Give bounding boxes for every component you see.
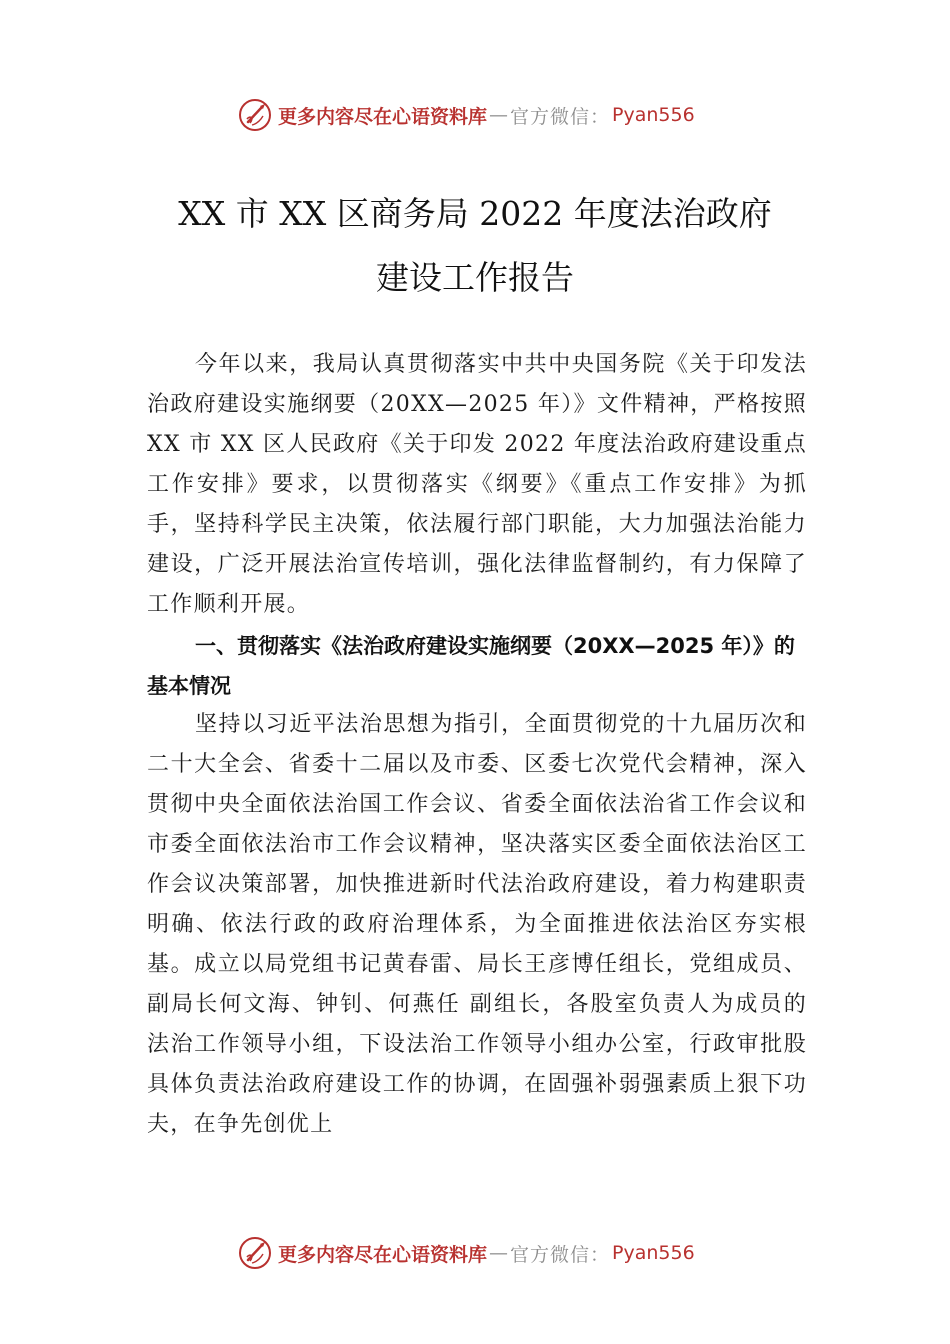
brand-logo-icon: [238, 1236, 272, 1270]
brand-logo-icon: [238, 98, 272, 132]
document-title-line-2: 建设工作报告: [376, 258, 574, 297]
watermark-account: Pyan556: [612, 1242, 695, 1264]
paragraph-section-1: 坚持以习近平法治思想为指引，全面贯彻党的十九届历次和二十大全会、省委十二届以及市委、区委七次党代会精神，深入贯彻中央全面依法治国工作会议、省委全面依法治省工作会议和市委全面依法治市工作会议精神，坚决落实区委全面依法治区工作会议决策部署，加快推进新时代法治政府建设，着力构建职责明确、依法行政的政府治理体系，为全面推进依法治区夯实根基。成立以局党组书记黄春雷、局长王彦博任组长，党组成员、副局长何文海、钟钊、何燕任 副组长，各股室负责人为成员的法治工作领导小组，下设法治工作领导小组办公室，行政审批股具体负责法治政府建设工作的协调，在固强补弱强素质上狠下功夫，在争先创优上: [147, 712, 807, 1137]
header-watermark: [238, 98, 695, 132]
watermark-dash: —: [489, 1242, 509, 1264]
paragraph-intro: 今年以来，我局认真贯彻落实中共中央国务院《关于印发法治政府建设实施纲要（20XX—2025 年）》文件精神，严格按照 XX 市 XX 区人民政府《关于印发 2022 年度法治政府建设重点工作安排》要求，以贯彻落实《纲要》《重点工作安排》为抓手，坚持科学民主决策，依法履行部门职能，大力加强法治能力建设，广泛开展法治宣传培训，强化法律监督制约，有力保障了工作顺利开展。: [147, 352, 807, 617]
watermark-brand-text: 更多内容尽在心语资料库: [278, 1243, 488, 1266]
document-title-line-1: XX 市 XX 区商务局 2022 年度法治政府: [178, 194, 772, 233]
watermark-wechat-label: 官方微信：: [510, 105, 611, 128]
watermark-account: Pyan556: [612, 104, 695, 126]
footer-watermark: [238, 1236, 695, 1270]
watermark-brand-text: 更多内容尽在心语资料库: [278, 105, 488, 128]
watermark-wechat-label: 官方微信：: [510, 1243, 611, 1266]
watermark-dash: —: [489, 104, 509, 126]
section-heading-1: 一、贯彻落实《法治政府建设实施纲要（20XX—2025 年）》的基本情况: [147, 634, 795, 698]
